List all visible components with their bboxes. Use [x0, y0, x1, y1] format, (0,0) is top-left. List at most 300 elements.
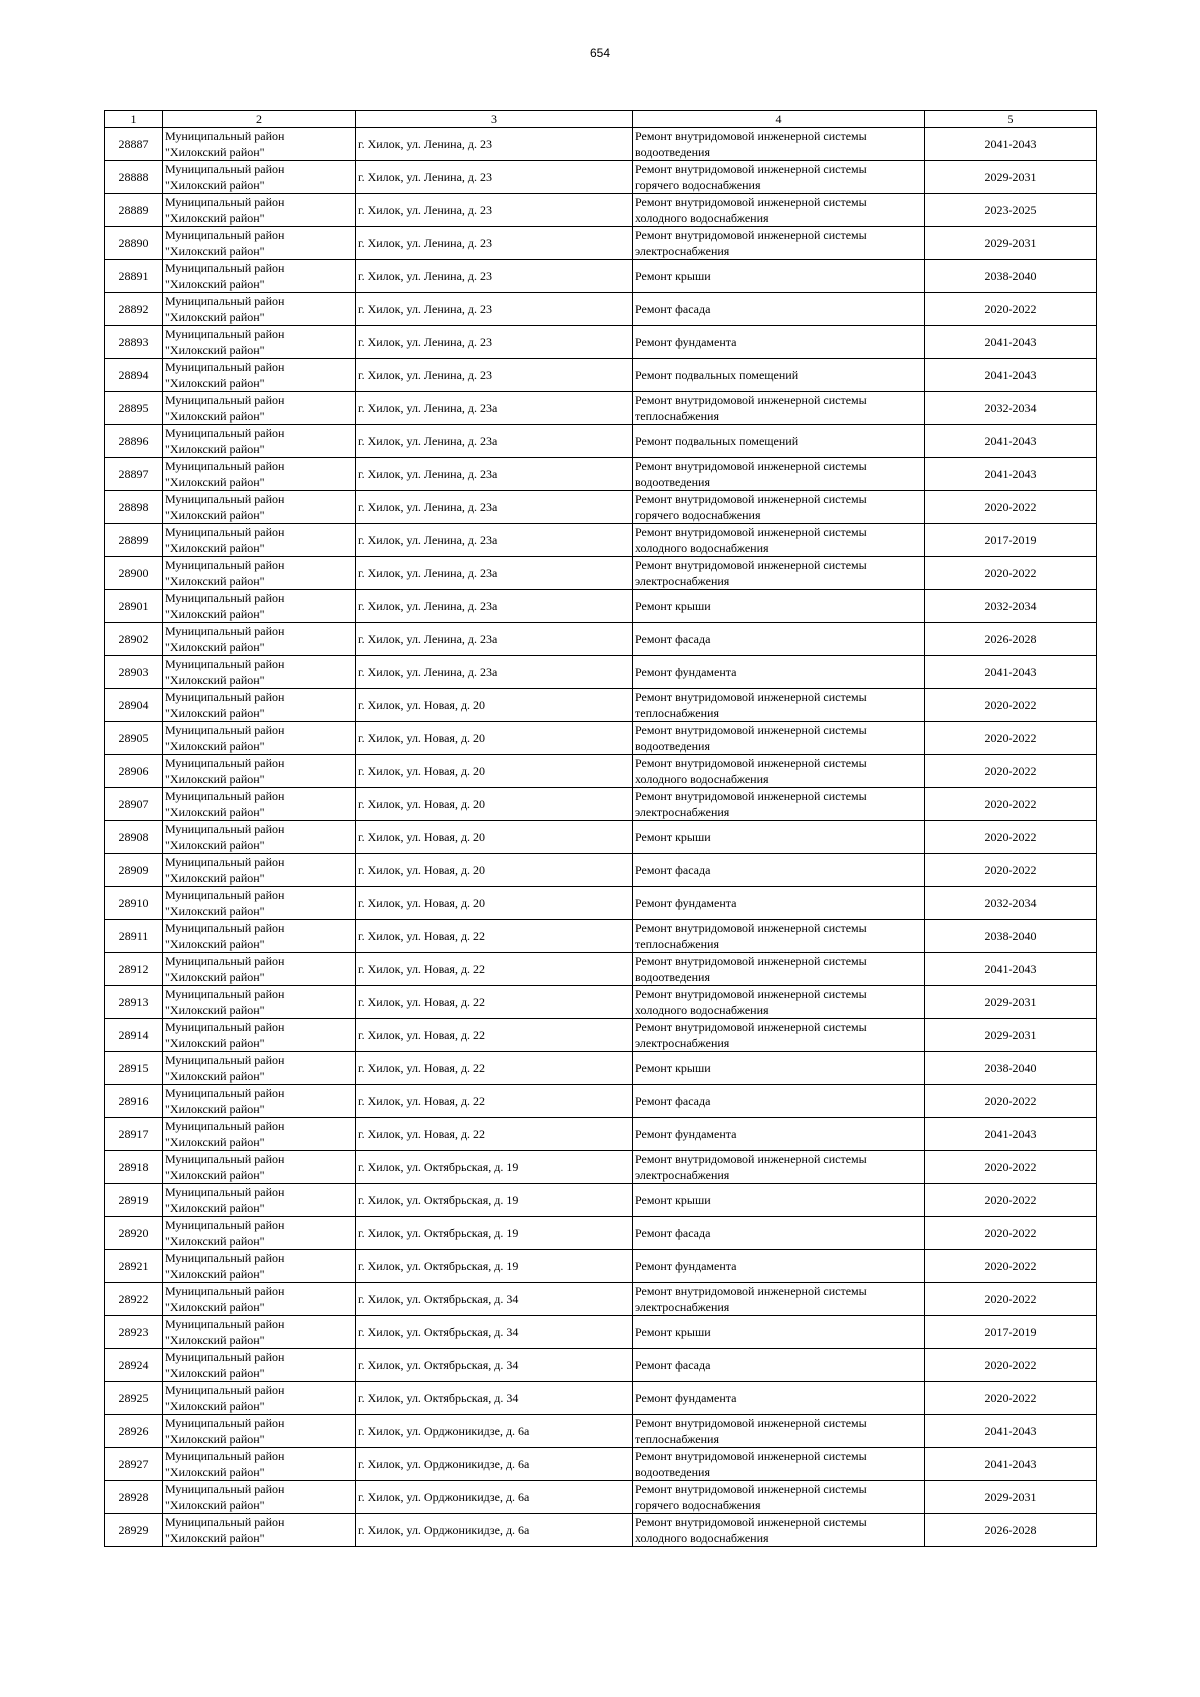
period-cell: 2020-2022 — [925, 821, 1097, 854]
municipality-line: "Хилокский район" — [165, 1465, 265, 1479]
row-number: 28891 — [105, 260, 163, 293]
work-type-cell — [633, 1085, 925, 1118]
municipality-cell — [163, 1250, 356, 1283]
work-type-cell — [633, 458, 925, 491]
period-cell: 2020-2022 — [925, 722, 1097, 755]
table-row — [105, 1448, 1097, 1481]
address-cell: г. Хилок, ул. Октябрьская, д. 34 — [356, 1349, 633, 1382]
work-type-cell — [633, 1514, 925, 1547]
row-number: 28887 — [105, 128, 163, 161]
municipality-line: Муниципальный район — [165, 129, 285, 143]
row-number: 28889 — [105, 194, 163, 227]
municipality-cell — [163, 1448, 356, 1481]
table-row — [105, 1514, 1097, 1547]
table-row — [105, 590, 1097, 623]
row-number: 28913 — [105, 986, 163, 1019]
work-type-line: Ремонт внутридомовой инженерной системы — [635, 1284, 867, 1298]
municipality-cell — [163, 1019, 356, 1052]
work-type-cell — [633, 821, 925, 854]
table-row — [105, 1382, 1097, 1415]
municipality-cell — [163, 1415, 356, 1448]
work-type-line: теплоснабжения — [635, 706, 719, 720]
municipality-cell — [163, 557, 356, 590]
row-number: 28925 — [105, 1382, 163, 1415]
work-type-cell — [633, 788, 925, 821]
municipality-line: "Хилокский район" — [165, 739, 265, 753]
table-row — [105, 227, 1097, 260]
municipality-line: "Хилокский район" — [165, 277, 265, 291]
municipality-cell — [163, 1283, 356, 1316]
municipality-line: Муниципальный район — [165, 954, 285, 968]
municipality-line: "Хилокский район" — [165, 1432, 265, 1446]
work-type-line: Ремонт внутридомовой инженерной системы — [635, 195, 867, 209]
address-cell: г. Хилок, ул. Ленина, д. 23а — [356, 425, 633, 458]
municipality-cell — [163, 689, 356, 722]
table-row — [105, 1250, 1097, 1283]
work-type-line: водоотведения — [635, 145, 710, 159]
address-cell: г. Хилок, ул. Ленина, д. 23 — [356, 293, 633, 326]
work-type-line: холодного водоснабжения — [635, 1531, 769, 1545]
address-cell: г. Хилок, ул. Новая, д. 20 — [356, 755, 633, 788]
municipality-line: Муниципальный район — [165, 1020, 285, 1034]
municipality-cell — [163, 491, 356, 524]
row-number: 28899 — [105, 524, 163, 557]
work-type-line: Ремонт фундамента — [635, 1259, 737, 1273]
row-number: 28895 — [105, 392, 163, 425]
page-number: 654 — [589, 46, 611, 60]
work-type-line: Ремонт фундамента — [635, 896, 737, 910]
work-type-line: Ремонт внутридомовой инженерной системы — [635, 789, 867, 803]
row-number: 28904 — [105, 689, 163, 722]
table-row — [105, 194, 1097, 227]
row-number: 28923 — [105, 1316, 163, 1349]
work-type-line: Ремонт фасада — [635, 1358, 711, 1372]
period-cell: 2041-2043 — [925, 1448, 1097, 1481]
work-type-line: Ремонт внутридомовой инженерной системы — [635, 954, 867, 968]
municipality-line: "Хилокский район" — [165, 904, 265, 918]
work-type-line: холодного водоснабжения — [635, 541, 769, 555]
work-type-line: Ремонт внутридомовой инженерной системы — [635, 1482, 867, 1496]
municipality-line: "Хилокский район" — [165, 310, 265, 324]
table-row — [105, 1349, 1097, 1382]
work-type-line: Ремонт подвальных помещений — [635, 368, 799, 382]
work-type-line: Ремонт внутридомовой инженерной системы — [635, 1152, 867, 1166]
municipality-line: "Хилокский район" — [165, 970, 265, 984]
municipality-line: "Хилокский район" — [165, 1498, 265, 1512]
period-cell: 2029-2031 — [925, 1019, 1097, 1052]
table-row — [105, 920, 1097, 953]
municipality-line: "Хилокский район" — [165, 1234, 265, 1248]
work-type-cell — [633, 722, 925, 755]
work-type-cell — [633, 161, 925, 194]
municipality-line: Муниципальный район — [165, 492, 285, 506]
address-cell: г. Хилок, ул. Ленина, д. 23 — [356, 227, 633, 260]
period-cell: 2032-2034 — [925, 887, 1097, 920]
municipality-cell — [163, 293, 356, 326]
work-type-line: Ремонт крыши — [635, 1193, 711, 1207]
work-type-line: Ремонт фасада — [635, 632, 711, 646]
table-row — [105, 1052, 1097, 1085]
municipality-line: Муниципальный район — [165, 1449, 285, 1463]
address-cell: г. Хилок, ул. Октябрьская, д. 19 — [356, 1184, 633, 1217]
municipality-line: Муниципальный район — [165, 888, 285, 902]
table-row — [105, 1118, 1097, 1151]
address-cell: г. Хилок, ул. Ленина, д. 23а — [356, 590, 633, 623]
municipality-cell — [163, 920, 356, 953]
period-cell: 2020-2022 — [925, 788, 1097, 821]
table-row — [105, 722, 1097, 755]
municipality-cell — [163, 986, 356, 1019]
municipality-line: Муниципальный район — [165, 327, 285, 341]
municipality-line: "Хилокский район" — [165, 409, 265, 423]
work-type-line: водоотведения — [635, 475, 710, 489]
work-type-line: холодного водоснабжения — [635, 1003, 769, 1017]
table-row — [105, 623, 1097, 656]
work-type-line: Ремонт внутридомовой инженерной системы — [635, 723, 867, 737]
municipality-cell — [163, 788, 356, 821]
period-cell: 2041-2043 — [925, 128, 1097, 161]
work-type-line: Ремонт крыши — [635, 1061, 711, 1075]
municipality-line: "Хилокский район" — [165, 508, 265, 522]
period-cell: 2020-2022 — [925, 1250, 1097, 1283]
table-row — [105, 260, 1097, 293]
address-cell: г. Хилок, ул. Новая, д. 20 — [356, 821, 633, 854]
municipality-line: "Хилокский район" — [165, 343, 265, 357]
work-type-line: водоотведения — [635, 970, 710, 984]
work-type-cell — [633, 227, 925, 260]
municipality-line: Муниципальный район — [165, 294, 285, 308]
municipality-cell — [163, 1382, 356, 1415]
period-cell: 2020-2022 — [925, 1217, 1097, 1250]
work-type-cell — [633, 887, 925, 920]
period-cell: 2041-2043 — [925, 953, 1097, 986]
row-number: 28921 — [105, 1250, 163, 1283]
row-number: 28928 — [105, 1481, 163, 1514]
address-cell: г. Хилок, ул. Орджоникидзе, д. 6а — [356, 1514, 633, 1547]
municipality-line: Муниципальный район — [165, 558, 285, 572]
municipality-cell — [163, 1217, 356, 1250]
municipality-line: Муниципальный район — [165, 195, 285, 209]
municipality-cell — [163, 1514, 356, 1547]
work-type-cell — [633, 1283, 925, 1316]
address-cell: г. Хилок, ул. Ленина, д. 23 — [356, 194, 633, 227]
work-type-cell — [633, 1250, 925, 1283]
work-type-cell — [633, 326, 925, 359]
work-type-cell — [633, 986, 925, 1019]
work-type-cell — [633, 854, 925, 887]
table-row — [105, 1085, 1097, 1118]
address-cell: г. Хилок, ул. Октябрьская, д. 34 — [356, 1283, 633, 1316]
table-row — [105, 689, 1097, 722]
municipality-line: "Хилокский район" — [165, 838, 265, 852]
municipality-line: Муниципальный район — [165, 360, 285, 374]
period-cell: 2020-2022 — [925, 557, 1097, 590]
municipality-line: Муниципальный район — [165, 525, 285, 539]
address-cell: г. Хилок, ул. Ленина, д. 23а — [356, 557, 633, 590]
row-number: 28912 — [105, 953, 163, 986]
work-type-line: Ремонт внутридомовой инженерной системы — [635, 1020, 867, 1034]
address-cell: г. Хилок, ул. Ленина, д. 23а — [356, 392, 633, 425]
municipality-line: Муниципальный район — [165, 1086, 285, 1100]
table-row — [105, 293, 1097, 326]
address-cell: г. Хилок, ул. Новая, д. 22 — [356, 1118, 633, 1151]
municipality-cell — [163, 194, 356, 227]
row-number: 28893 — [105, 326, 163, 359]
municipality-cell — [163, 227, 356, 260]
row-number: 28915 — [105, 1052, 163, 1085]
work-type-cell — [633, 524, 925, 557]
row-number: 28927 — [105, 1448, 163, 1481]
municipality-line: "Хилокский район" — [165, 673, 265, 687]
work-type-cell — [633, 392, 925, 425]
work-type-line: Ремонт внутридомовой инженерной системы — [635, 756, 867, 770]
work-type-line: Ремонт внутридомовой инженерной системы — [635, 1449, 867, 1463]
address-cell: г. Хилок, ул. Новая, д. 20 — [356, 887, 633, 920]
municipality-line: Муниципальный район — [165, 1053, 285, 1067]
municipality-cell — [163, 392, 356, 425]
municipality-line: "Хилокский район" — [165, 607, 265, 621]
work-type-cell — [633, 425, 925, 458]
work-type-line: Ремонт фасада — [635, 1094, 711, 1108]
work-type-cell — [633, 1184, 925, 1217]
municipality-line: "Хилокский район" — [165, 1333, 265, 1347]
row-number: 28920 — [105, 1217, 163, 1250]
period-cell: 2020-2022 — [925, 491, 1097, 524]
municipality-line: Муниципальный район — [165, 1185, 285, 1199]
address-cell: г. Хилок, ул. Новая, д. 22 — [356, 1019, 633, 1052]
municipality-line: Муниципальный район — [165, 789, 285, 803]
municipality-line: "Хилокский район" — [165, 1102, 265, 1116]
table-row — [105, 1019, 1097, 1052]
municipality-line: Муниципальный район — [165, 690, 285, 704]
municipality-line: Муниципальный район — [165, 261, 285, 275]
period-cell: 2020-2022 — [925, 1349, 1097, 1382]
row-number: 28897 — [105, 458, 163, 491]
period-cell: 2020-2022 — [925, 1085, 1097, 1118]
work-type-cell — [633, 1019, 925, 1052]
table-row — [105, 755, 1097, 788]
table-row — [105, 326, 1097, 359]
table-row — [105, 425, 1097, 458]
municipality-cell — [163, 128, 356, 161]
work-type-cell — [633, 260, 925, 293]
municipality-line: Муниципальный район — [165, 723, 285, 737]
repair-schedule-table — [104, 110, 1097, 1547]
work-type-cell — [633, 1382, 925, 1415]
work-type-cell — [633, 1415, 925, 1448]
work-type-line: Ремонт фундамента — [635, 1391, 737, 1405]
municipality-cell — [163, 623, 356, 656]
column-header: 1 — [105, 111, 163, 128]
work-type-line: Ремонт крыши — [635, 269, 711, 283]
address-cell: г. Хилок, ул. Новая, д. 22 — [356, 1085, 633, 1118]
work-type-line: электроснабжения — [635, 1036, 730, 1050]
row-number: 28903 — [105, 656, 163, 689]
municipality-line: "Хилокский район" — [165, 805, 265, 819]
row-number: 28901 — [105, 590, 163, 623]
row-number: 28929 — [105, 1514, 163, 1547]
period-cell: 2032-2034 — [925, 392, 1097, 425]
period-cell: 2029-2031 — [925, 227, 1097, 260]
municipality-line: Муниципальный район — [165, 228, 285, 242]
work-type-line: Ремонт фундамента — [635, 1127, 737, 1141]
work-type-line: электроснабжения — [635, 244, 730, 258]
municipality-cell — [163, 425, 356, 458]
municipality-line: "Хилокский район" — [165, 574, 265, 588]
table-row — [105, 953, 1097, 986]
table-row — [105, 557, 1097, 590]
municipality-line: Муниципальный район — [165, 1383, 285, 1397]
municipality-line: "Хилокский район" — [165, 937, 265, 951]
municipality-cell — [163, 524, 356, 557]
address-cell: г. Хилок, ул. Новая, д. 20 — [356, 722, 633, 755]
municipality-line: Муниципальный район — [165, 393, 285, 407]
municipality-line: Муниципальный район — [165, 1152, 285, 1166]
period-cell: 2041-2043 — [925, 359, 1097, 392]
period-cell: 2041-2043 — [925, 425, 1097, 458]
municipality-line: Муниципальный район — [165, 822, 285, 836]
municipality-line: Муниципальный район — [165, 459, 285, 473]
row-number: 28902 — [105, 623, 163, 656]
row-number: 28917 — [105, 1118, 163, 1151]
table-row — [105, 887, 1097, 920]
municipality-line: Муниципальный район — [165, 1251, 285, 1265]
work-type-line: горячего водоснабжения — [635, 1498, 761, 1512]
work-type-line: холодного водоснабжения — [635, 211, 769, 225]
work-type-line: Ремонт фундамента — [635, 335, 737, 349]
row-number: 28924 — [105, 1349, 163, 1382]
row-number: 28916 — [105, 1085, 163, 1118]
row-number: 28914 — [105, 1019, 163, 1052]
municipality-line: Муниципальный район — [165, 921, 285, 935]
row-number: 28894 — [105, 359, 163, 392]
municipality-line: "Хилокский район" — [165, 640, 265, 654]
table-row — [105, 491, 1097, 524]
work-type-line: Ремонт крыши — [635, 830, 711, 844]
municipality-cell — [163, 1481, 356, 1514]
municipality-line: "Хилокский район" — [165, 706, 265, 720]
municipality-cell — [163, 260, 356, 293]
row-number: 28907 — [105, 788, 163, 821]
municipality-line: "Хилокский район" — [165, 1300, 265, 1314]
work-type-cell — [633, 491, 925, 524]
municipality-line: "Хилокский район" — [165, 376, 265, 390]
municipality-line: "Хилокский район" — [165, 1069, 265, 1083]
work-type-cell — [633, 755, 925, 788]
municipality-line: "Хилокский район" — [165, 145, 265, 159]
column-header: 3 — [356, 111, 633, 128]
row-number: 28908 — [105, 821, 163, 854]
work-type-cell — [633, 293, 925, 326]
address-cell: г. Хилок, ул. Ленина, д. 23а — [356, 491, 633, 524]
row-number: 28890 — [105, 227, 163, 260]
table-row — [105, 524, 1097, 557]
work-type-line: Ремонт фасада — [635, 863, 711, 877]
column-header: 4 — [633, 111, 925, 128]
municipality-line: "Хилокский район" — [165, 871, 265, 885]
municipality-line: Муниципальный район — [165, 162, 285, 176]
table-row — [105, 986, 1097, 1019]
address-cell: г. Хилок, ул. Новая, д. 22 — [356, 1052, 633, 1085]
address-cell: г. Хилок, ул. Орджоникидзе, д. 6а — [356, 1415, 633, 1448]
work-type-line: Ремонт подвальных помещений — [635, 434, 799, 448]
work-type-line: электроснабжения — [635, 1300, 730, 1314]
work-type-line: Ремонт внутридомовой инженерной системы — [635, 525, 867, 539]
municipality-cell — [163, 1085, 356, 1118]
municipality-cell — [163, 854, 356, 887]
work-type-line: водоотведения — [635, 739, 710, 753]
period-cell: 2026-2028 — [925, 1514, 1097, 1547]
municipality-line: Муниципальный район — [165, 1119, 285, 1133]
work-type-line: Ремонт внутридомовой инженерной системы — [635, 162, 867, 176]
work-type-line: электроснабжения — [635, 1168, 730, 1182]
address-cell: г. Хилок, ул. Октябрьская, д. 19 — [356, 1250, 633, 1283]
municipality-line: "Хилокский район" — [165, 211, 265, 225]
municipality-cell — [163, 1184, 356, 1217]
municipality-line: Муниципальный район — [165, 426, 285, 440]
address-cell: г. Хилок, ул. Новая, д. 20 — [356, 788, 633, 821]
table-body — [105, 128, 1097, 1547]
municipality-line: "Хилокский район" — [165, 541, 265, 555]
address-cell: г. Хилок, ул. Ленина, д. 23 — [356, 359, 633, 392]
table-row — [105, 1184, 1097, 1217]
work-type-line: теплоснабжения — [635, 409, 719, 423]
municipality-line: Муниципальный район — [165, 1284, 285, 1298]
municipality-cell — [163, 953, 356, 986]
address-cell: г. Хилок, ул. Октябрьская, д. 34 — [356, 1316, 633, 1349]
period-cell: 2020-2022 — [925, 689, 1097, 722]
row-number: 28892 — [105, 293, 163, 326]
municipality-cell — [163, 1118, 356, 1151]
address-cell: г. Хилок, ул. Ленина, д. 23 — [356, 128, 633, 161]
period-cell: 2038-2040 — [925, 920, 1097, 953]
header-row — [105, 111, 1097, 128]
period-cell: 2041-2043 — [925, 1415, 1097, 1448]
row-number: 28896 — [105, 425, 163, 458]
work-type-line: Ремонт внутридомовой инженерной системы — [635, 129, 867, 143]
municipality-cell — [163, 590, 356, 623]
work-type-line: теплоснабжения — [635, 937, 719, 951]
column-header: 2 — [163, 111, 356, 128]
row-number: 28911 — [105, 920, 163, 953]
period-cell: 2029-2031 — [925, 1481, 1097, 1514]
table-row — [105, 458, 1097, 491]
municipality-line: Муниципальный район — [165, 591, 285, 605]
period-cell: 2020-2022 — [925, 755, 1097, 788]
work-type-cell — [633, 920, 925, 953]
address-cell: г. Хилок, ул. Ленина, д. 23 — [356, 161, 633, 194]
period-cell: 2041-2043 — [925, 656, 1097, 689]
work-type-line: Ремонт внутридомовой инженерной системы — [635, 921, 867, 935]
address-cell: г. Хилок, ул. Новая, д. 22 — [356, 986, 633, 1019]
municipality-line: "Хилокский район" — [165, 772, 265, 786]
row-number: 28898 — [105, 491, 163, 524]
work-type-line: электроснабжения — [635, 805, 730, 819]
row-number: 28888 — [105, 161, 163, 194]
address-cell: г. Хилок, ул. Новая, д. 22 — [356, 953, 633, 986]
work-type-line: Ремонт внутридомовой инженерной системы — [635, 393, 867, 407]
row-number: 28926 — [105, 1415, 163, 1448]
period-cell: 2032-2034 — [925, 590, 1097, 623]
municipality-line: "Хилокский район" — [165, 442, 265, 456]
period-cell: 2038-2040 — [925, 1052, 1097, 1085]
work-type-cell — [633, 359, 925, 392]
table-row — [105, 128, 1097, 161]
address-cell: г. Хилок, ул. Октябрьская, д. 19 — [356, 1151, 633, 1184]
table-row — [105, 821, 1097, 854]
period-cell: 2020-2022 — [925, 1283, 1097, 1316]
row-number: 28918 — [105, 1151, 163, 1184]
